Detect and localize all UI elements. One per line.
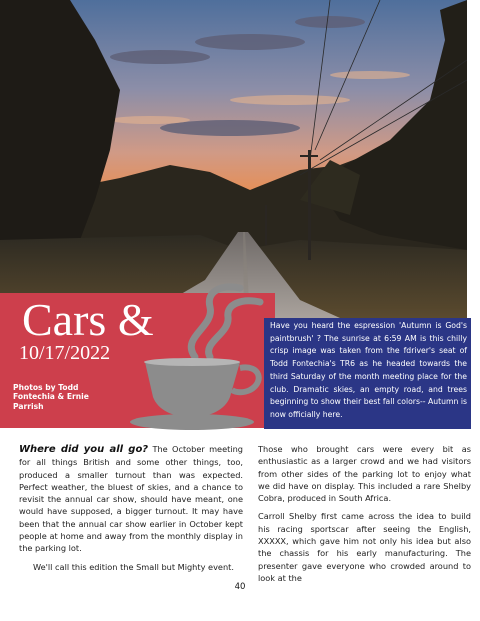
article-paragraph: Carroll Shelby first came across the idea to build his racing sportscar after seeing the English, XXXXX, which gave him not only his idea but also the chassis for his early manufacturing. The presenter gave everyone who crowded around to look at the <box>258 511 471 583</box>
photo-credit: Photos by Todd Fontechia & Ernie Parrish <box>13 383 89 411</box>
article-right-column <box>258 443 471 590</box>
article-paragraph: We'll call this edition the Small but Mighty event. <box>33 561 234 572</box>
sunrise-road-photo <box>0 0 467 318</box>
article-left-column <box>19 443 243 579</box>
event-date: 10/17/2022 <box>19 342 111 364</box>
coffee-cup-icon <box>120 272 280 436</box>
photo-caption: Have you heard the espression 'Autumn is God's paintbrush' ? The sunrise at 6:59 AM is this chilly crisp image was taken from the fdriver's seat of Todd Fontechia's TR6 as he headed towards the third Saturday of the month meeting place for the club. Dramatic skies, an empty road, and trees beginning to show their best fall colors-- Autumn is now officially here. <box>264 318 471 429</box>
article-paragraph: Those who brought cars were every bit as enthusiastic as a larger crowd and we had visitors from other sides of the parking lot to enjoy what we did have on display. This included a rare Shelby Cobra, produced in South Africa. <box>258 444 471 504</box>
page-title: Cars & <box>22 294 154 345</box>
article-paragraph: The October meeting for all things British and some other things, too, produced a smaller turnout than was expected. Perfect weather, the bluest of skies, and a chance to revisit the annual car show, should have meant, one would have supposed, a bigger turnout. It may have been that the annual car show earlier in October kept people at home and away from the monthly display in the parking lot. <box>19 444 244 554</box>
page-number: 40 <box>234 582 246 592</box>
article-lead: Where did you all go? <box>19 444 149 455</box>
